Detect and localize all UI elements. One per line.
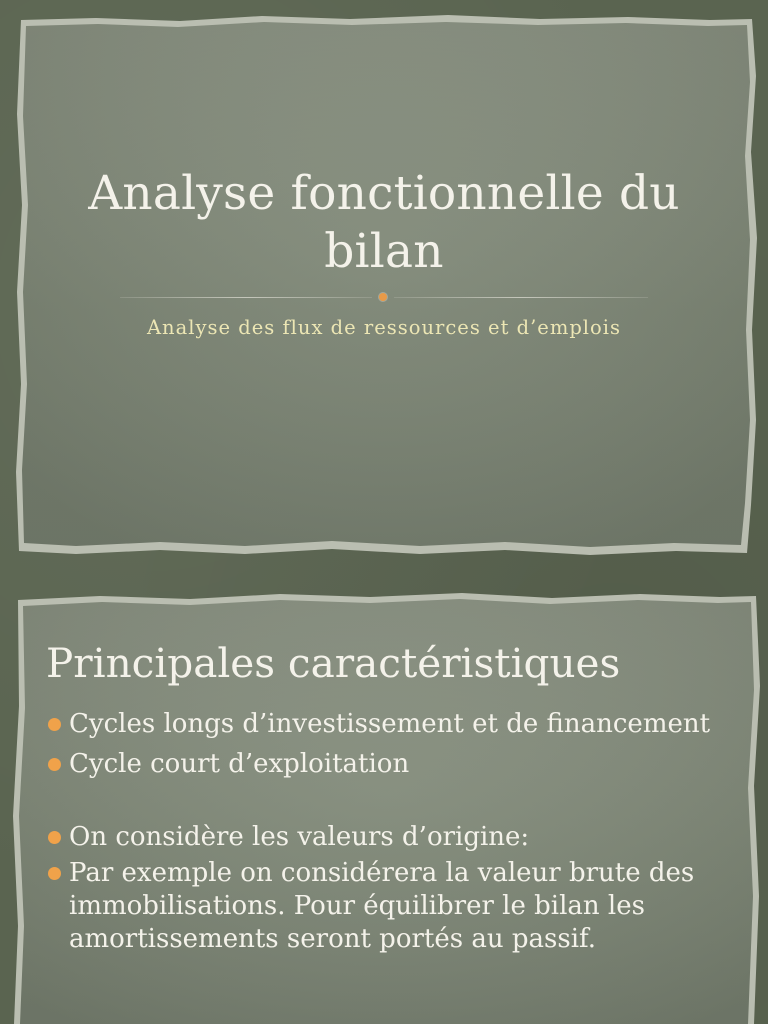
slide-subtitle: Analyse des flux de ressources et d’emplois <box>146 316 622 339</box>
bullet-dot-icon <box>48 758 61 771</box>
content-slide <box>0 576 768 1024</box>
bullet-dot-icon <box>48 831 61 844</box>
slide-title: Principales caractéristiques <box>46 639 621 687</box>
bullet-dot-icon <box>48 867 61 880</box>
divider-dot-icon <box>379 293 387 301</box>
bullet-text: Par exemple on considérera la valeur brute des immobilisations. Pour équilibrer le bilan les amortissements seront portés au passif. <box>69 858 695 954</box>
bullet-text: Cycles longs d’investissement et de financement <box>69 709 711 739</box>
title-divider <box>120 296 648 300</box>
list-item <box>46 708 726 741</box>
bullet-list <box>46 708 726 956</box>
bullet-text: Cycle court d’exploitation <box>69 749 410 779</box>
list-item <box>46 748 726 781</box>
bullet-dot-icon <box>48 718 61 731</box>
bullet-text: On considère les valeurs d’origine: <box>69 822 530 852</box>
list-item <box>46 857 726 956</box>
list-item <box>46 821 726 854</box>
slide-title: Analyse fonctionnelle du bilan <box>88 166 680 279</box>
divider-line-right <box>394 297 648 298</box>
divider-line-left <box>120 297 372 298</box>
